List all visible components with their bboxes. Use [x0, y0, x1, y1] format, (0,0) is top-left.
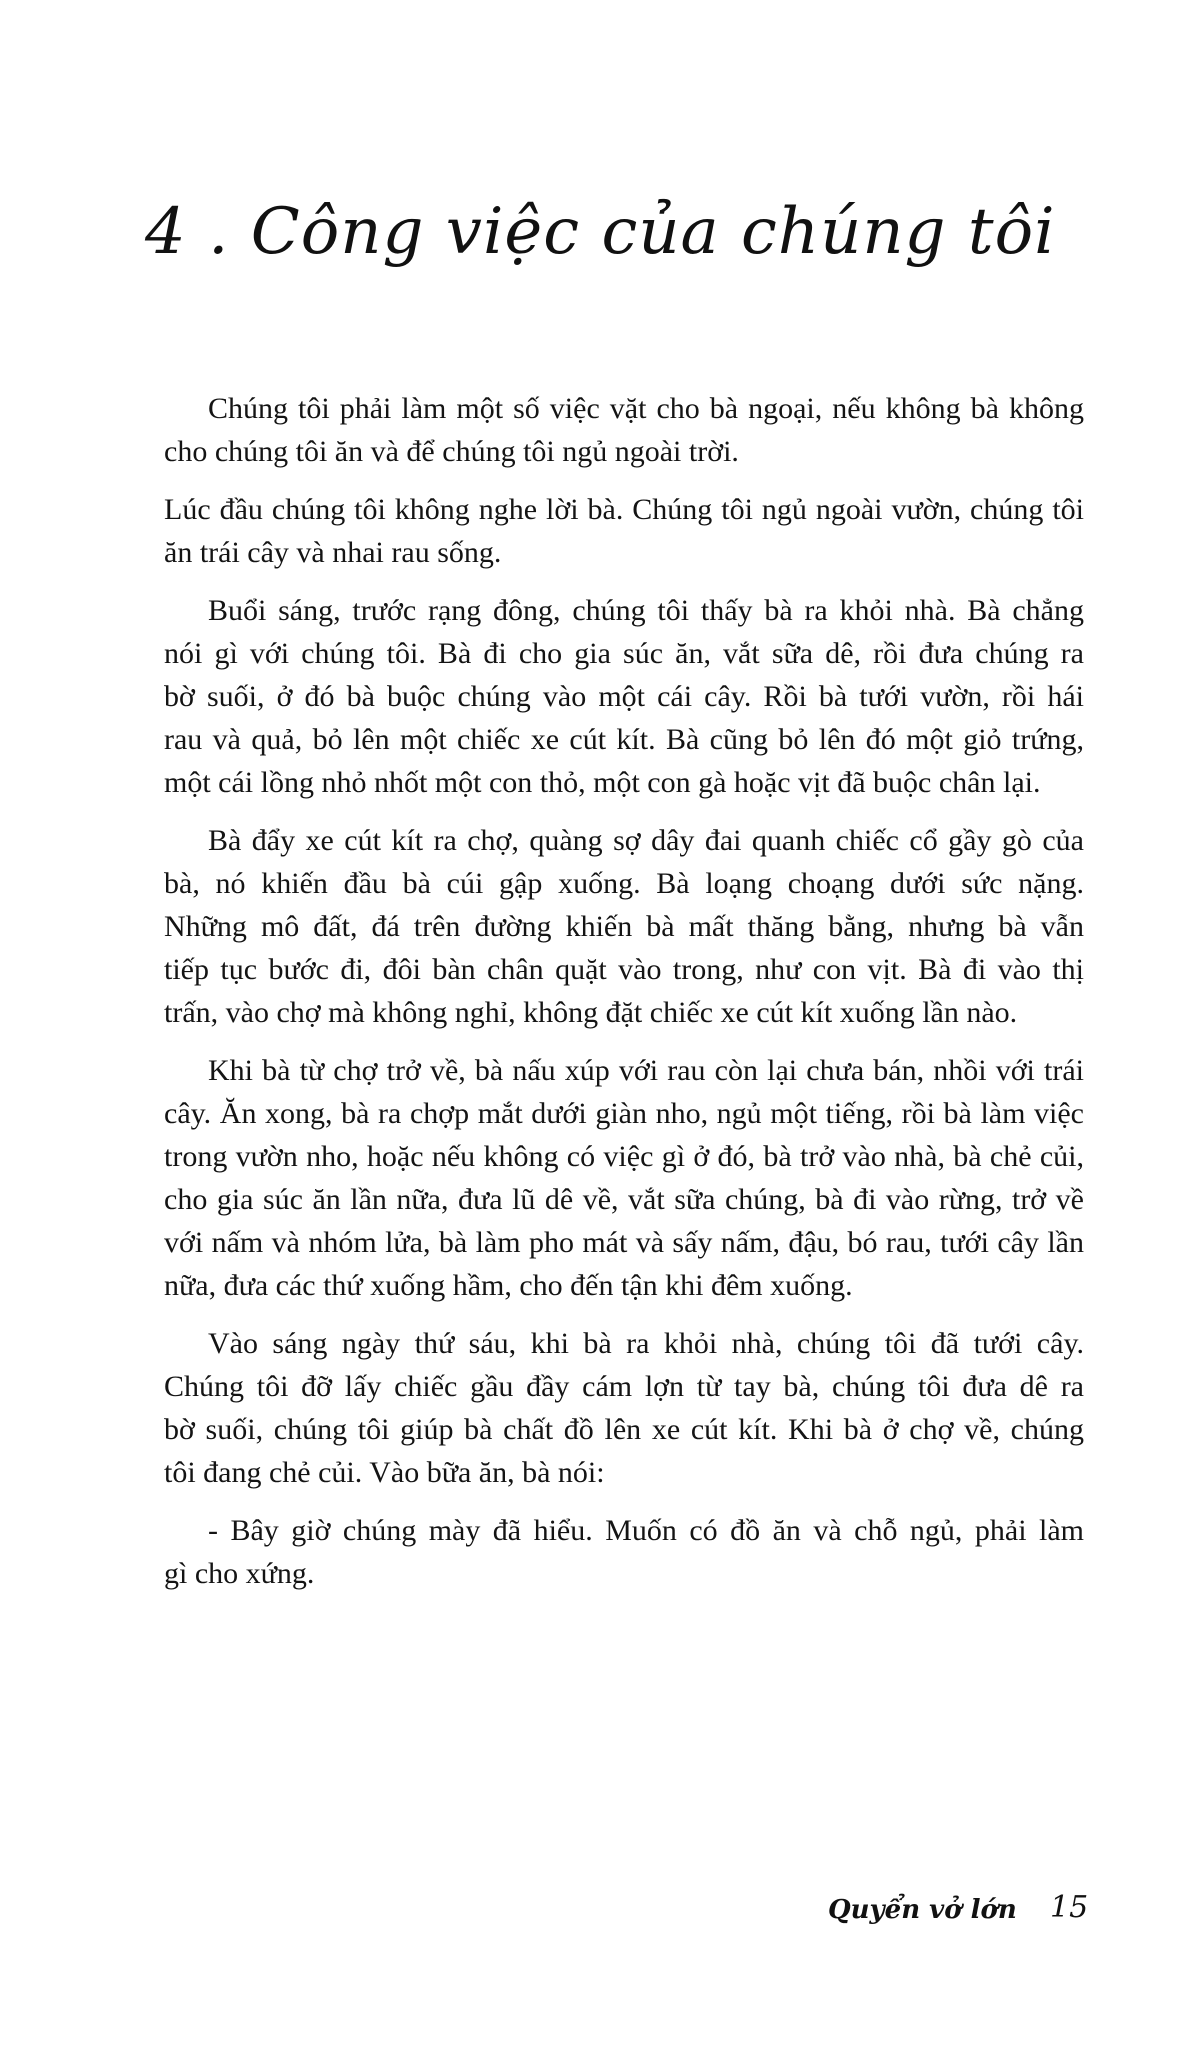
text-line: Những mô đất, đá trên đường khiến bà mất thăng bằng, nhưng bà vẫn [164, 910, 1084, 943]
chapter-title: 4 . Công việc của chúng tôi [145, 195, 1056, 269]
paragraph [164, 819, 1084, 1034]
text-line: nữa, đưa các thứ xuống hầm, cho đến tận khi đêm xuống. [164, 1269, 853, 1302]
text-line: - Bây giờ chúng mày đã hiểu. Muốn có đồ ăn và chỗ ngủ, phải làm [208, 1514, 1084, 1547]
text-line: trấn, vào chợ mà không nghỉ, không đặt chiếc xe cút kít xuống lần nào. [164, 996, 1018, 1029]
text-line: bờ suối, ở đó bà buộc chúng vào một cái cây. Rồi bà tưới vườn, rồi hái [164, 680, 1084, 713]
paragraph [164, 387, 1084, 473]
text-line: tiếp tục bước đi, đôi bàn chân quặt vào trong, như con vịt. Bà đi vào thị [164, 953, 1084, 986]
text-line: một cái lồng nhỏ nhốt một con thỏ, một con gà hoặc vịt đã buộc chân lại. [164, 766, 1041, 799]
text-line: Bà đẩy xe cút kít ra chợ, quàng sợ dây đai quanh chiếc cổ gầy gò của [208, 824, 1084, 857]
text-line: cây. Ăn xong, bà ra chợp mắt dưới giàn nho, ngủ một tiếng, rồi bà làm việc [164, 1097, 1084, 1130]
body-text [164, 387, 1084, 1610]
text-line: nói gì với chúng tôi. Bà đi cho gia súc ăn, vắt sữa dê, rồi đưa chúng ra [164, 637, 1084, 670]
text-line: ăn trái cây và nhai rau sống. [164, 536, 502, 569]
paragraph [164, 1322, 1084, 1494]
text-line: gì cho xứng. [164, 1557, 315, 1590]
paragraph [164, 1049, 1084, 1307]
paragraph [164, 589, 1084, 804]
text-line: Khi bà từ chợ trở về, bà nấu xúp với rau còn lại chưa bán, nhồi với trái [208, 1054, 1084, 1087]
text-line: cho gia súc ăn lần nữa, đưa lũ dê về, vắt sữa chúng, bà đi vào rừng, trở về [164, 1183, 1084, 1216]
text-line: Chúng tôi phải làm một số việc vặt cho bà ngoại, nếu không bà không [208, 392, 1084, 425]
text-line: cho chúng tôi ăn và để chúng tôi ngủ ngoài trời. [164, 435, 739, 468]
page-number: 15 [1050, 1890, 1089, 1925]
text-line: tôi đang chẻ củi. Vào bữa ăn, bà nói: [164, 1456, 605, 1489]
running-footer-book-title: Quyển vở lớn [828, 1895, 1017, 1925]
text-line: trong vườn nho, hoặc nếu không có việc gì ở đó, bà trở vào nhà, bà chẻ củi, [164, 1140, 1084, 1173]
text-line: Chúng tôi đỡ lấy chiếc gầu đầy cám lợn từ tay bà, chúng tôi đưa dê ra [164, 1370, 1084, 1403]
text-line: Vào sáng ngày thứ sáu, khi bà ra khỏi nhà, chúng tôi đã tưới cây. [208, 1327, 1084, 1360]
text-line: Lúc đầu chúng tôi không nghe lời bà. Chúng tôi ngủ ngoài vườn, chúng tôi [164, 493, 1084, 526]
paragraph [164, 488, 1084, 574]
text-line: Buổi sáng, trước rạng đông, chúng tôi thấy bà ra khỏi nhà. Bà chẳng [208, 594, 1084, 627]
text-line: bờ suối, chúng tôi giúp bà chất đồ lên xe cút kít. Khi bà ở chợ về, chúng [164, 1413, 1084, 1446]
text-line: với nấm và nhóm lửa, bà làm pho mát và sấy nấm, đậu, bó rau, tưới cây lần [164, 1226, 1084, 1259]
paragraph [164, 1509, 1084, 1595]
text-line: rau và quả, bỏ lên một chiếc xe cút kít. Bà cũng bỏ lên đó một giỏ trứng, [164, 723, 1084, 756]
text-line: bà, nó khiến đầu bà cúi gập xuống. Bà loạng choạng dưới sức nặng. [164, 867, 1084, 900]
